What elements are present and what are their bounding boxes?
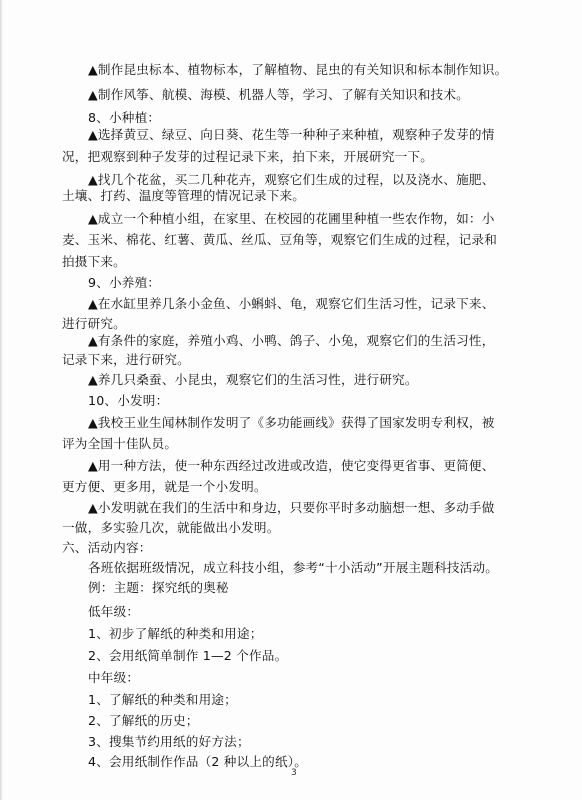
scan-edge bbox=[0, 0, 3, 800]
section-heading: 8、小种植： bbox=[88, 110, 161, 125]
text-line: 土壤、打药、温度等管理的情况记录下来。 bbox=[62, 188, 306, 203]
section-heading: 六、活动内容： bbox=[62, 540, 152, 555]
text-line: 各班依据班级情况，成立科技小组，参考“十小活动”开展主题科技活动。 bbox=[88, 560, 499, 575]
text-line: 评为全国十佳队员。 bbox=[62, 436, 178, 451]
text-line: ▲成立一个种植小组，在家里、在校园的花圃里种植一些农作物，如：小 bbox=[88, 211, 495, 226]
text-line: 况，把观察到种子发芽的过程记录下来，拍下来，开展研究一下。 bbox=[62, 149, 434, 164]
list-item: 2、了解纸的历史； bbox=[88, 713, 199, 728]
text-line: ▲用一种方法，使一种东西经过改进或改造，使它变得更省事、更简便、 bbox=[88, 458, 495, 473]
page-number: 3 bbox=[291, 768, 297, 778]
text-line: ▲找几个花盆，买二几种花卉，观察它们生成的过程，以及浇水、施肥、 bbox=[88, 172, 495, 187]
text-line: 记录下来，进行研究。 bbox=[62, 352, 190, 367]
grade-heading: 中年级： bbox=[88, 670, 140, 685]
text-line: ▲小发明就在我们的生活中和身边，只要你平时多动脑想一想、多动手做 bbox=[88, 500, 495, 515]
list-item: 1、了解纸的种类和用途； bbox=[88, 692, 237, 707]
text-line: ▲选择黄豆、绿豆、向日葵、花生等一种种子来种植，观察种子发芽的情 bbox=[88, 127, 495, 142]
text-line: ▲在水缸里养几条小金鱼、小蝌蚪、龟，观察它们生活习性，记录下来、 bbox=[88, 296, 495, 311]
text-line: ▲制作风筝、航模、海模、机器人等，学习、了解有关知识和技术。 bbox=[88, 87, 469, 102]
grade-heading: 低年级： bbox=[88, 604, 140, 619]
section-heading: 9、小养殖： bbox=[88, 275, 161, 290]
section-heading: 10、小发明： bbox=[88, 393, 169, 408]
text-line: 一做，多实验几次，就能做出小发明。 bbox=[62, 520, 280, 535]
list-item: 4、会用纸制作作品（2 种以上的纸）。 bbox=[88, 754, 308, 769]
text-line: ▲有条件的家庭，养殖小鸡、小鸭、鸽子、小兔，观察它们的生活习性， bbox=[88, 333, 495, 348]
text-line: 例：主题：探究纸的奥秘 bbox=[88, 580, 229, 595]
text-line: ▲我校王业生闻林制作发明了《多功能画线》获得了国家发明专利权，被 bbox=[88, 415, 495, 430]
text-line: 更方便、更多用，就是一个小发明。 bbox=[62, 479, 267, 494]
list-item: 2、会用纸简单制作 1—2 个作品。 bbox=[88, 648, 288, 663]
text-line: 麦、玉米、棉花、红薯、黄瓜、丝瓜、豆角等，观察它们生成的过程，记录和 bbox=[62, 232, 497, 247]
list-item: 1、初步了解纸的种类和用途； bbox=[88, 626, 263, 641]
text-line: ▲制作昆虫标本、植物标本，了解植物、昆虫的有关知识和标本制作知识。 bbox=[88, 62, 508, 77]
text-line: 进行研究。 bbox=[62, 316, 126, 331]
text-line: ▲养几只桑蚕、小昆虫，观察它们的生活习性，进行研究。 bbox=[88, 372, 418, 387]
list-item: 3、搜集节约用纸的好方法； bbox=[88, 734, 250, 749]
text-line: 拍摄下来。 bbox=[62, 254, 126, 269]
